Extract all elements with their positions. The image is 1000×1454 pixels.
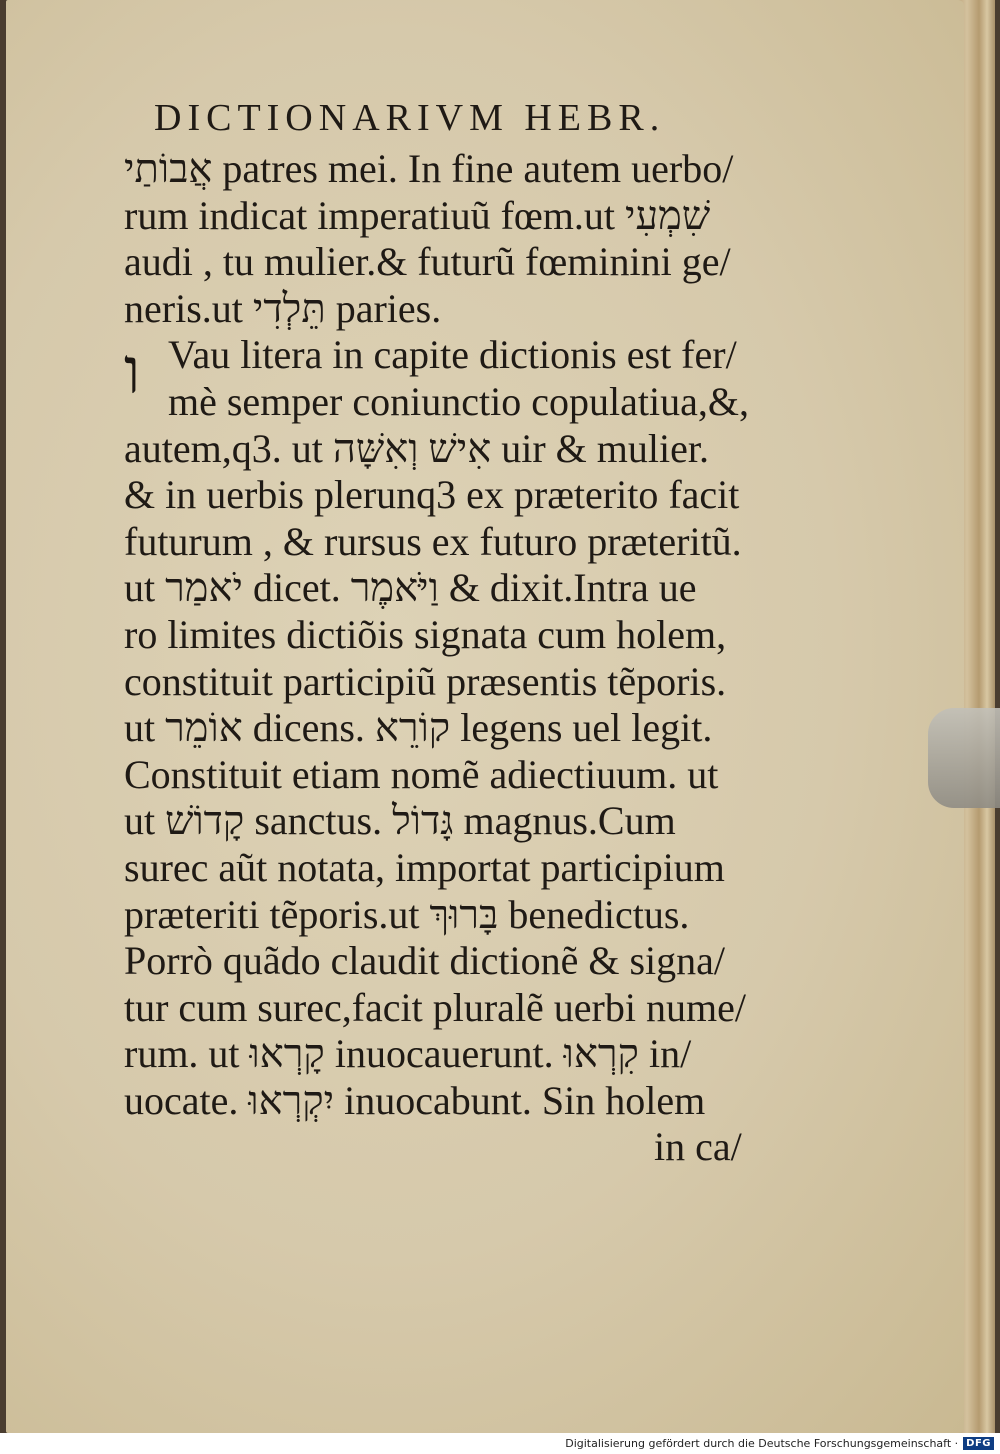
text-line: Vau litera in capite dictionis est fer/ [168, 332, 737, 378]
text-line: autem,q3. ut אִישׁ וְאִשָּׁה uir & mulier. [124, 425, 710, 471]
text-line: Constituit etiam nomẽ adiectiuum. ut [124, 751, 719, 797]
text-line: ut קָדוֹשׁ sanctus. גָּדוֹל magnus.Cum [124, 798, 676, 844]
text-line: mè semper coniunctio copulatiua,&, [168, 378, 749, 424]
text-block [124, 96, 749, 1171]
text-line: neris.ut תֵּלְדִי paries. [124, 285, 442, 331]
text-body [124, 146, 749, 1171]
page-clip [928, 708, 1000, 808]
footer-credit: Digitalisierung gefördert durch die Deutsche Forschungsgemeinschaft · [565, 1437, 959, 1450]
book-page [6, 0, 964, 1433]
text-line: futurum , & rursus ex futuro præteritũ. [124, 518, 742, 564]
text-line: surec aũt notata, importat participium [124, 844, 725, 890]
text-line: tur cum surec,facit pluralẽ uerbi nume/ [124, 984, 746, 1030]
text-line: uocate. יִקְרְאוּ inuocabunt. Sin holem [124, 1077, 706, 1123]
text-line: אֲבוֹתַי patres mei. In fine autem uerbo/ [124, 146, 734, 191]
dfg-logo: DFG [963, 1437, 994, 1450]
footer-bar [0, 1433, 1000, 1454]
catchword: in ca/ [654, 1124, 742, 1170]
text-line: constituit participiũ præsentis tẽporis. [124, 658, 727, 704]
text-line: audi , tu mulier.& futurũ fœminini ge/ [124, 239, 731, 285]
text-line: rum indicat imperatiuũ fœm.ut שִׁמְעִי [124, 192, 711, 238]
text-line: ut אוֹמֵר dicens. קוֹרֵא legens uel legit. [124, 705, 713, 751]
text-line: ro limites dictiõis signata cum holem, [124, 611, 727, 657]
text-line: præteriti tẽporis.ut בָּרוּךְ benedictus. [124, 891, 690, 937]
text-line: & in uerbis plerunq3 ex præterito facit [124, 472, 740, 518]
text-line: ut יֹאמַר dicet. וַיֹּאמֶר & dixit.Intra ue [124, 565, 697, 611]
running-head: DICTIONARIVM HEBR. [154, 97, 666, 139]
initial-letter: ו [124, 336, 141, 407]
text-line: rum. ut קָרְאוּ inuocauerunt. קִרְאוּ in/ [124, 1031, 692, 1077]
text-line: Porrò quãdo claudit dictionẽ & signa/ [124, 938, 725, 984]
